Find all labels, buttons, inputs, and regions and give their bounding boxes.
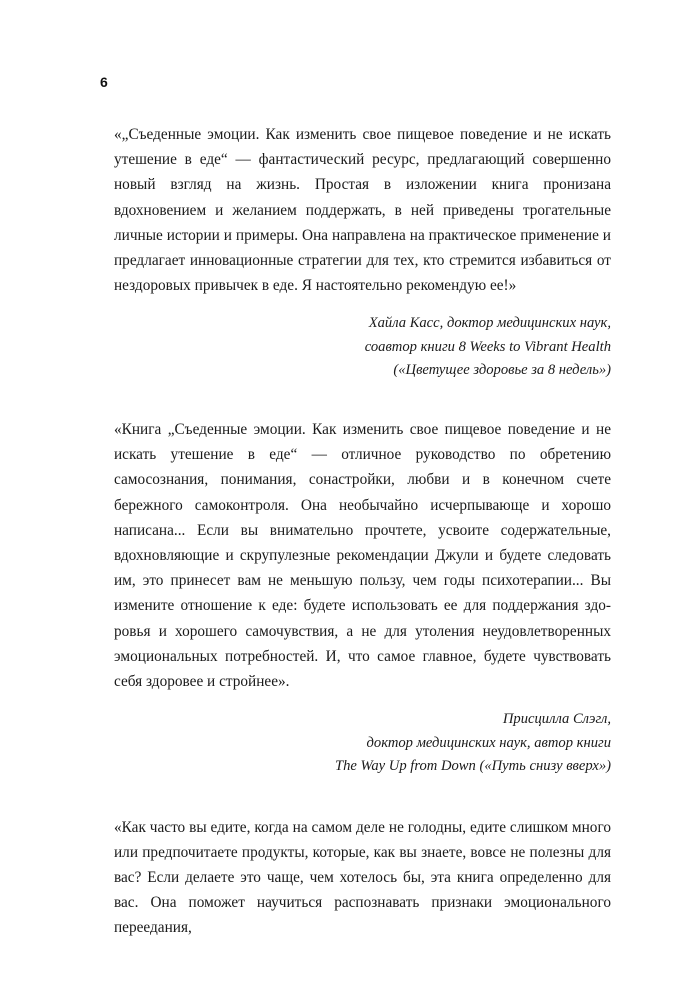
quote-spacer [114,383,611,417]
attribution-line: Хайла Касс, доктор медицинских наук, [368,315,611,332]
testimonial-attribution-1 [114,312,611,383]
quote-spacer [114,779,611,815]
quote-text: «Книга „Съеденные эмоции. Как изменить свое пищевое поведение и не искать утешение в еде“ — отличное руководство по обретению самосознания, понимания, сонастройки, любви и в конечном счете бережного самоконтроля. Она необычайно исчерпывающе и хорошо написана... Если вы внимательно прочтете, усвоите содержательные, вдохновляющие и скрупулезные рекомендации Джули и будете следовать им, это принесет вам не меньшую пользу, чем годы психотерапии... Вы измените отношение к еде: будете использовать ее для поддержания здоровья и хорошего самочувствия, а не для утоления неудовлетворенных эмоциональных потребностей. И, что самое главное, будете чувствовать себя здоровее и стройнее». [114,420,611,690]
testimonial-quote-3 [114,815,611,941]
attribution-line: доктор медицинских наук, автор книги [366,734,611,751]
attribution-line: («Цветущее здоровье за 8 недель») [393,362,611,379]
page-content [114,122,611,941]
quote-text: «Как часто вы едите, когда на самом деле не голодны, едите слишком много или предпочитаете продукты, которые, как вы знаете, вовсе не полезны для вас? Если делаете это чаще, чем хотелось бы, эта книга определенно для вас. Она поможет научиться распознавать признаки эмоционального переедания, [114,818,611,937]
testimonial-quote-2 [114,417,611,694]
attribution-line: Присцилла Слэгл, [502,711,611,728]
quote-text: «„Съеденные эмоции. Как изменить свое пищевое поведение и не искать утешение в еде“ — фантастический ресурс, предлагающий совершенно новый взгляд на жизнь. Простая в изложении книга пронизана вдохновением и желанием поддержать, в ней приведены трогательные личные истории и примеры. Она направлена на практическое применение и предлагает инновационные стратегии для тех, кто стремится избавиться от нездоровых привычек в еде. Я настоятельно рекомендую ее!» [114,126,611,295]
testimonial-attribution-2 [114,708,611,779]
attribution-line: The Way Up from Down («Путь снизу вверх») [335,758,611,775]
testimonial-quote-1 [114,122,611,298]
page-number: 6 [100,74,108,90]
attribution-line: соавтор книги 8 Weeks to Vibrant Health [364,338,611,355]
